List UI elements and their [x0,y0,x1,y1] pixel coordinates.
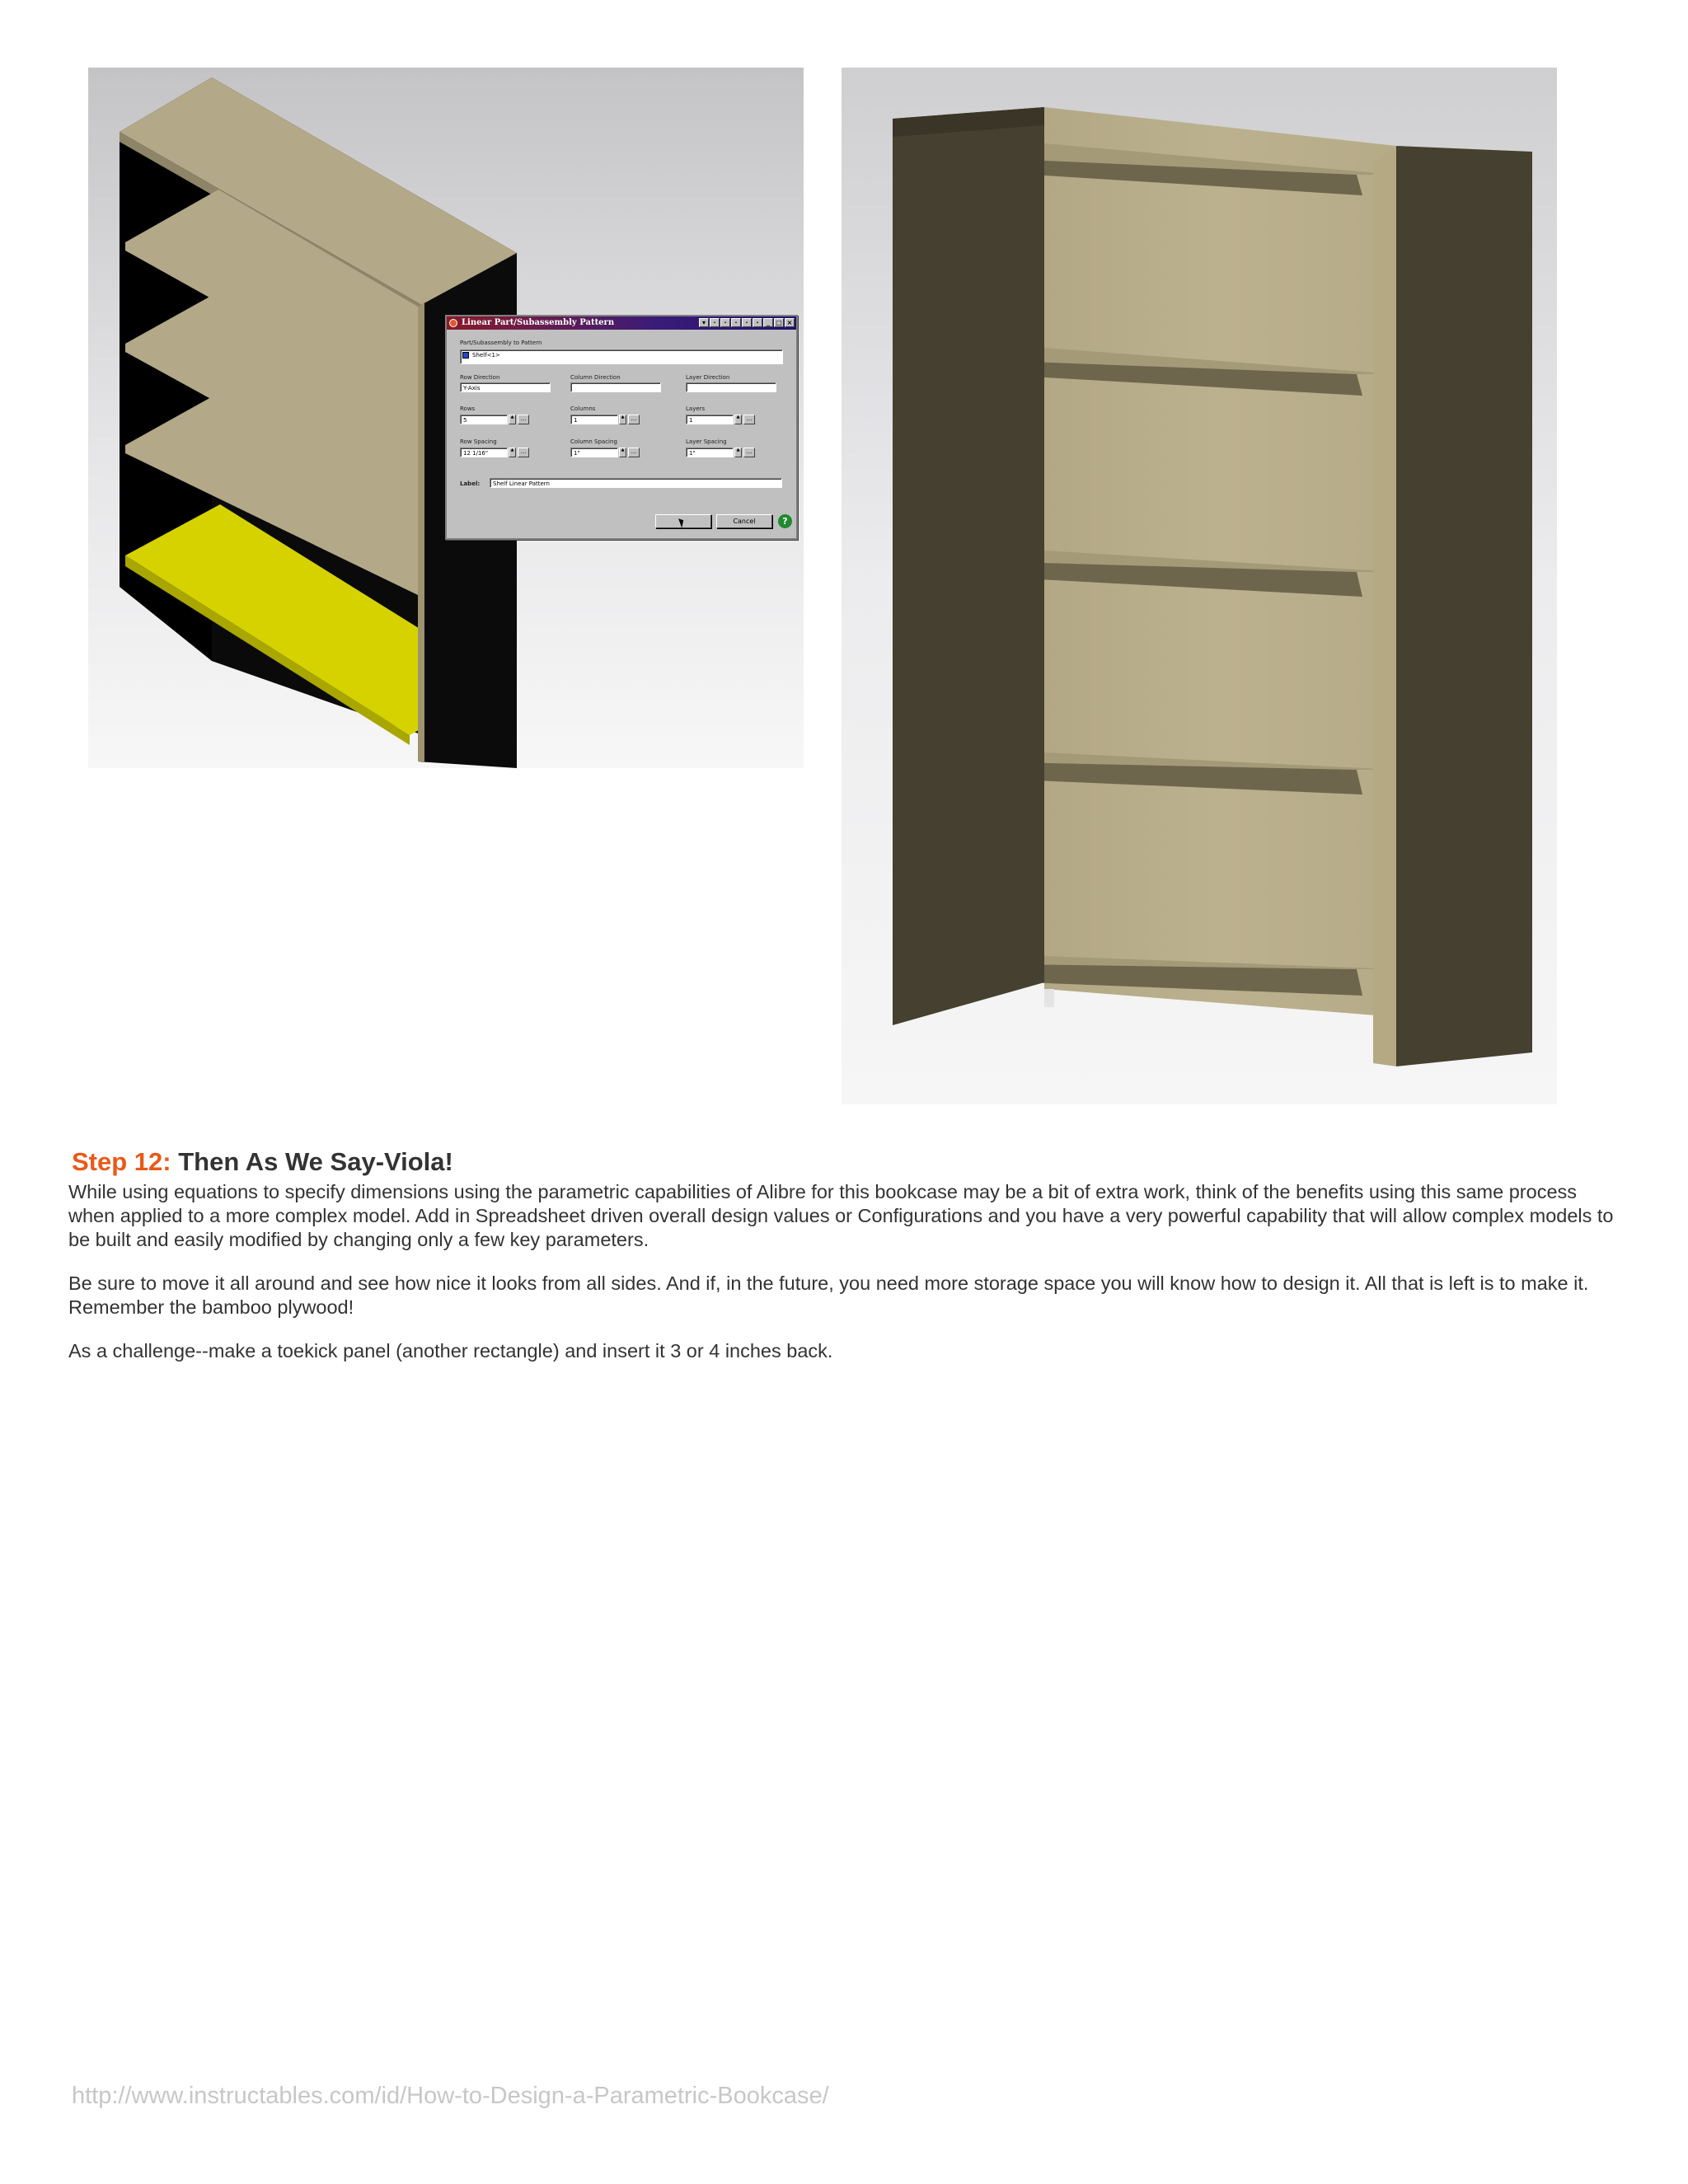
columns-field[interactable]: 1 [570,415,618,424]
pin-icon[interactable]: · [710,318,720,327]
view-icon[interactable]: · [731,318,741,327]
layout-icon[interactable]: · [753,318,762,327]
layer-direction-label: Layer Direction [686,374,730,381]
side-panel-right-edge [1373,146,1396,1066]
label-field[interactable]: Shelf Linear Pattern [490,478,782,488]
layer-spacing-stepper[interactable]: ▲ [734,448,742,457]
layers-stepper[interactable]: ▲ [734,415,742,424]
rows-stepper[interactable]: ▲ [509,415,516,424]
label-field-label: Label: [460,480,481,487]
column-spacing-label: Column Spacing [570,438,617,445]
paragraph: As a challenge--make a toekick panel (another rectangle) and insert it 3 or 4 inches back. [68,1340,833,1361]
layer-spacing-more-button[interactable]: ... [743,448,755,457]
title-bar-buttons [699,318,795,327]
row-spacing-more-button[interactable]: ... [518,448,529,457]
columns-stepper[interactable]: ▲ [619,415,626,424]
grid-icon[interactable]: · [720,318,730,327]
paragraph: While using equations to specify dimensions using the parametric capabilities of Alibre for this bookcase may be a bit of extra work, think of the benefits using this same process when applied to a more complex model. Add in Spreadsheet driven overall design values or Configurations and you have a very powerful capability that will allow complex models to be built and easily modified by changing only a few key parameters. [68,1181,1614,1250]
menu-icon[interactable]: ▾ [699,318,709,327]
cancel-button[interactable]: Cancel [716,514,772,528]
maximize-icon[interactable]: □ [774,318,784,327]
linear-pattern-dialog [445,315,798,540]
minimize-icon[interactable]: _ [763,318,773,327]
close-icon[interactable]: × [785,318,795,327]
layers-label: Layers [686,405,706,412]
bookcase-pattern-figure [88,68,804,768]
columns-more-button[interactable]: ... [628,415,640,424]
row-direction-label: Row Direction [460,374,500,381]
row-spacing-label: Row Spacing [460,438,497,445]
step-title: Then As We Say-Viola! [178,1147,453,1176]
layer-spacing-field[interactable]: 1" [686,448,734,457]
bookcase-front-figure [842,68,1557,1104]
step-body [68,1180,1626,1383]
step-heading [72,1146,453,1179]
layer-spacing-label: Layer Spacing [686,438,727,445]
bookcase-front-render [842,68,1557,1104]
dialog-title-bar [447,316,796,330]
part-item[interactable]: Shelf<1> [472,352,500,359]
column-direction-field[interactable] [570,382,661,392]
column-spacing-field[interactable]: 1" [570,448,618,457]
part-icon [462,352,469,359]
column-direction-label: Column Direction [570,374,621,381]
rows-label: Rows [460,405,476,412]
step-number: Step 12: [72,1147,171,1176]
column-spacing-more-button[interactable]: ... [628,448,640,457]
alibre-app-icon [449,319,457,327]
row-spacing-field[interactable]: 12 1/16" [460,448,508,457]
paragraph: Be sure to move it all around and see how nice it looks from all sides. And if, in the future, you need more storage space you will know how to design it. All that is left is to make it. Remember the bamboo plywood! [68,1272,1589,1318]
footer-url[interactable]: http://www.instructables.com/id/How-to-Design-a-Parametric-Bookcase/ [72,2083,829,2109]
help-icon[interactable]: ? [778,514,792,528]
part-label: Part/Subassembly to Pattern [460,340,542,346]
rows-more-button[interactable]: ... [518,415,529,424]
layers-field[interactable]: 1 [686,415,734,424]
column-spacing-stepper[interactable]: ▲ [619,448,626,457]
side-panel-left [893,107,1044,1025]
side-panel-right [1396,146,1532,1066]
part-list[interactable] [460,349,783,364]
layer-direction-field[interactable] [686,382,776,392]
columns-label: Columns [570,405,596,412]
layers-more-button[interactable]: ... [743,415,755,424]
rows-field[interactable]: 5 [460,415,508,424]
row-spacing-stepper[interactable]: ▲ [509,448,516,457]
dialog-title: Linear Part/Subassembly Pattern [462,318,615,327]
select-icon[interactable]: · [742,318,752,327]
row-direction-field[interactable]: Y-Axis [460,382,551,392]
